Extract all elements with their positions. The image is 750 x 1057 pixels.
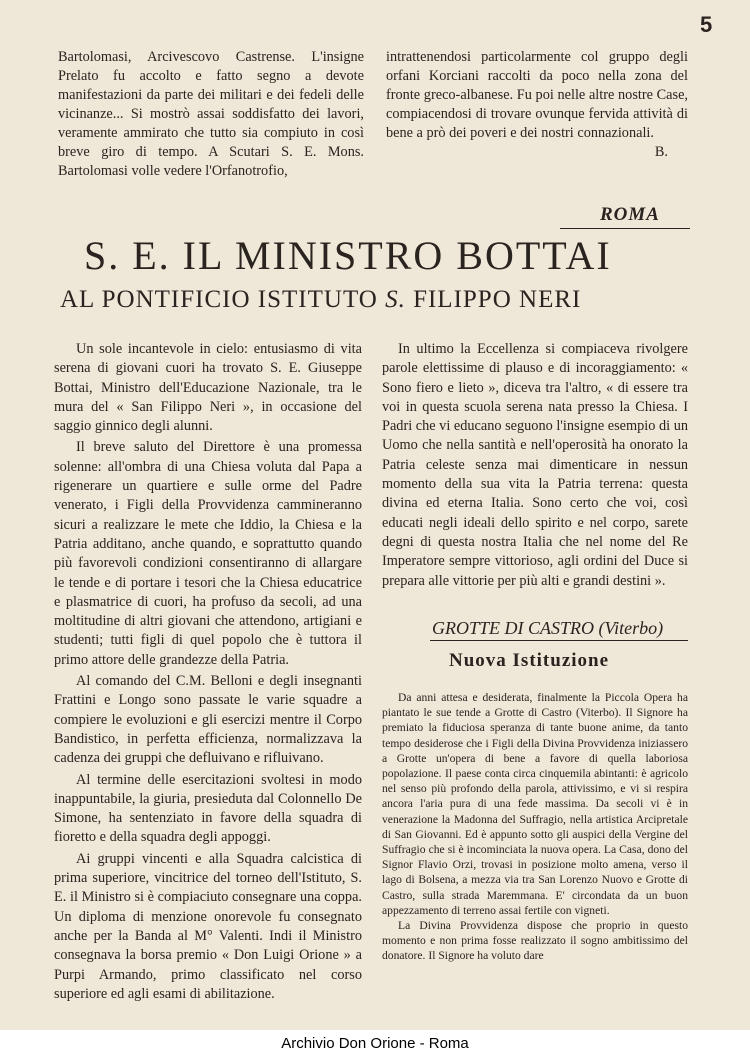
subtitle-prefix: AL PONTIFICIO ISTITUTO <box>60 286 386 313</box>
section-label: ROMA <box>600 204 660 225</box>
paragraph: Ai gruppi vincenti e alla Squadra calcistica di prima superiore, vincitrice del torneo dell'Istituto, S. E. il Ministro si è compiaciuto consegnare una coppa. Un diploma di menzione onorevole fu consegnato anche per la Banda al M° Valenti. Indi il Ministro consegnava la borsa premio « Don Luigi Orione » a Purpi Armando, primo classificato nel corso superiore ed agli esami di abilitazione. <box>54 850 362 1002</box>
grotte-headline: Nuova Istituzione <box>449 650 610 671</box>
archive-footer: Archivio Don Orione - Roma <box>0 1030 750 1057</box>
subtitle-suffix: FILIPPO NERI <box>405 286 582 313</box>
paragraph: Al termine delle esercitazioni svoltesi in modo inappuntabile, la giuria, presieduta dal Colonnello De Simone, ha sentenziato in favore della squadra di fioretto e della squadra degli appoggi. <box>54 771 362 846</box>
paragraph: Bartolomasi, Arcivescovo Castrense. L'insigne Prelato fu accolto e fatto segno a devote manifestazioni da parte dei militari e dei fedeli delle vicinanze... Si mostrò assai soddisfatto dei lavori, veramente ammirato che tutto sia compiuto in così breve giro di tempo. A Scutari S. E. Mons. Bartolomasi volle vedere l'Orfanotrofio, <box>58 49 364 179</box>
paragraph: La Divina Provvidenza dispose che proprio in questo momento e non prima fosse realizzato il sogno ambitissimo del donatore. Il Signore ha voluto dare <box>382 919 688 963</box>
headline-subtitle <box>60 286 690 314</box>
paragraph: Un sole incantevole in cielo: entusiasmo di vita serena di giovani cuori ha trovato S. E. Giuseppe Bottai, Ministro dell'Educazione Nazionale, tra le mura del « San Filippo Neri », in occasione del saggio ginnico degli alunni. <box>54 341 362 435</box>
continued-article-right <box>386 48 688 162</box>
paragraph: Il breve saluto del Direttore è una promessa solenne: all'ombra di una Chiesa voluta dal Papa a rigenerare un quartiere e sulle orme del Padre venerato, i Figli della Provvidenza cammineranno sicuri a realizzare le mete che Iddio, la Chiesa e la Patria additano, anche quando, e soprattutto quando più favorevoli condizioni consentiranno di allargare le tende e di portare i tesori che la Chiesa educatrice e plasmatrice di cuori, ha profuso da secoli, ad una moltitudine di altri giovani che attendono, artigiani e studenti; tutti figli di quel popolo che è tuttora il primo attore delle grandezze della Patria. <box>54 439 362 668</box>
article-column-left <box>54 340 362 1004</box>
page-number: 5 <box>700 12 713 37</box>
grotte-article <box>382 690 688 964</box>
section-underline <box>560 228 690 229</box>
paragraph: intrattenendosi particolarmente col gruppo degli orfani Korciani raccolti da poco nella zona del fronte greco-albanese. Fu poi nelle altre nostre Case, compiacendosi di trovare ovunque fervida attività di bene a prò dei poveri e dei nostri connazionali. <box>386 49 688 141</box>
article-column-right <box>382 340 688 591</box>
paragraph: Al comando del C.M. Belloni e degli insegnanti Frattini e Longo sono passate le varie squadre a compiere le evoluzioni e gli esercizi mentre il Corpo Bandistico, in perfetta efficienza, normalizzava la cadenza dei gruppi che defluivano e rifluivano. <box>54 673 362 767</box>
subtitle-italic: S. <box>385 286 406 313</box>
paragraph: Da anni attesa e desiderata, finalmente la Piccola Opera ha piantato le sue tende a Grotte di Castro (Viterbo). Il Signore ha premiato la fiduciosa speranza di tante buone anime, da tanto tempo desiderose che i Figli della Divina Provvidenza iniziassero a Grotte un'opera di bene a favore di quella laboriosa popolazione. Il paese conta circa cinquemila abintanti: è agricolo nel senso più profondo della parola, attivissimo, e vi si respira ancora l'aria pura di una fede massima. Da secoli vi è in venerazione la Madonna del Suffragio, nella artistica Arcipretale di San Giovanni. Ed è appunto sotto gli auspici della Vergine del Suffragio che si è incominciata la nuova opera. La Casa, dono del Signor Flavio Orzi, trovasi in posizione molto amena, verso il lago di Bolsena, a mezza via tra San Lorenzo Nuovo e Grotte di Castro, sulla strada Maremmana. E' circondata da un buon appezzamento di terreno assai fertile con vigneti. <box>382 691 688 917</box>
grotte-section-label: GROTTE DI CASTRO (Viterbo) <box>432 618 664 638</box>
grotte-underline <box>430 640 688 641</box>
author-signature: B. <box>654 144 668 160</box>
paragraph: In ultimo la Eccellenza si compiaceva rivolgere parole elettissime di plauso e di incoraggiamento: « Sono fiero e lieto », diceva tra l'altro, « di essere tra voi in questa scuola serena nata presso la Chiesa. I Padri che vi educano seguono l'insigne esempio di un Uomo che nella santità e nell'operosità ha onorato la Patria celeste senza mai dimenticare in nessun momento della sua vita la Patria terrena: questa divina ed eterna Italia. Sono certo che voi, così educati negli ideali dello spirito e nel corpo, sarete degni di questa nostra Italia che nel nome del Re Imperatore sempre vittorioso, agli ordini del Duce si prepara alle vittorie per più alti e grandi destini ». <box>382 341 688 589</box>
continued-article-left <box>58 48 364 181</box>
headline-title: S. E. IL MINISTRO BOTTAI <box>84 233 612 278</box>
